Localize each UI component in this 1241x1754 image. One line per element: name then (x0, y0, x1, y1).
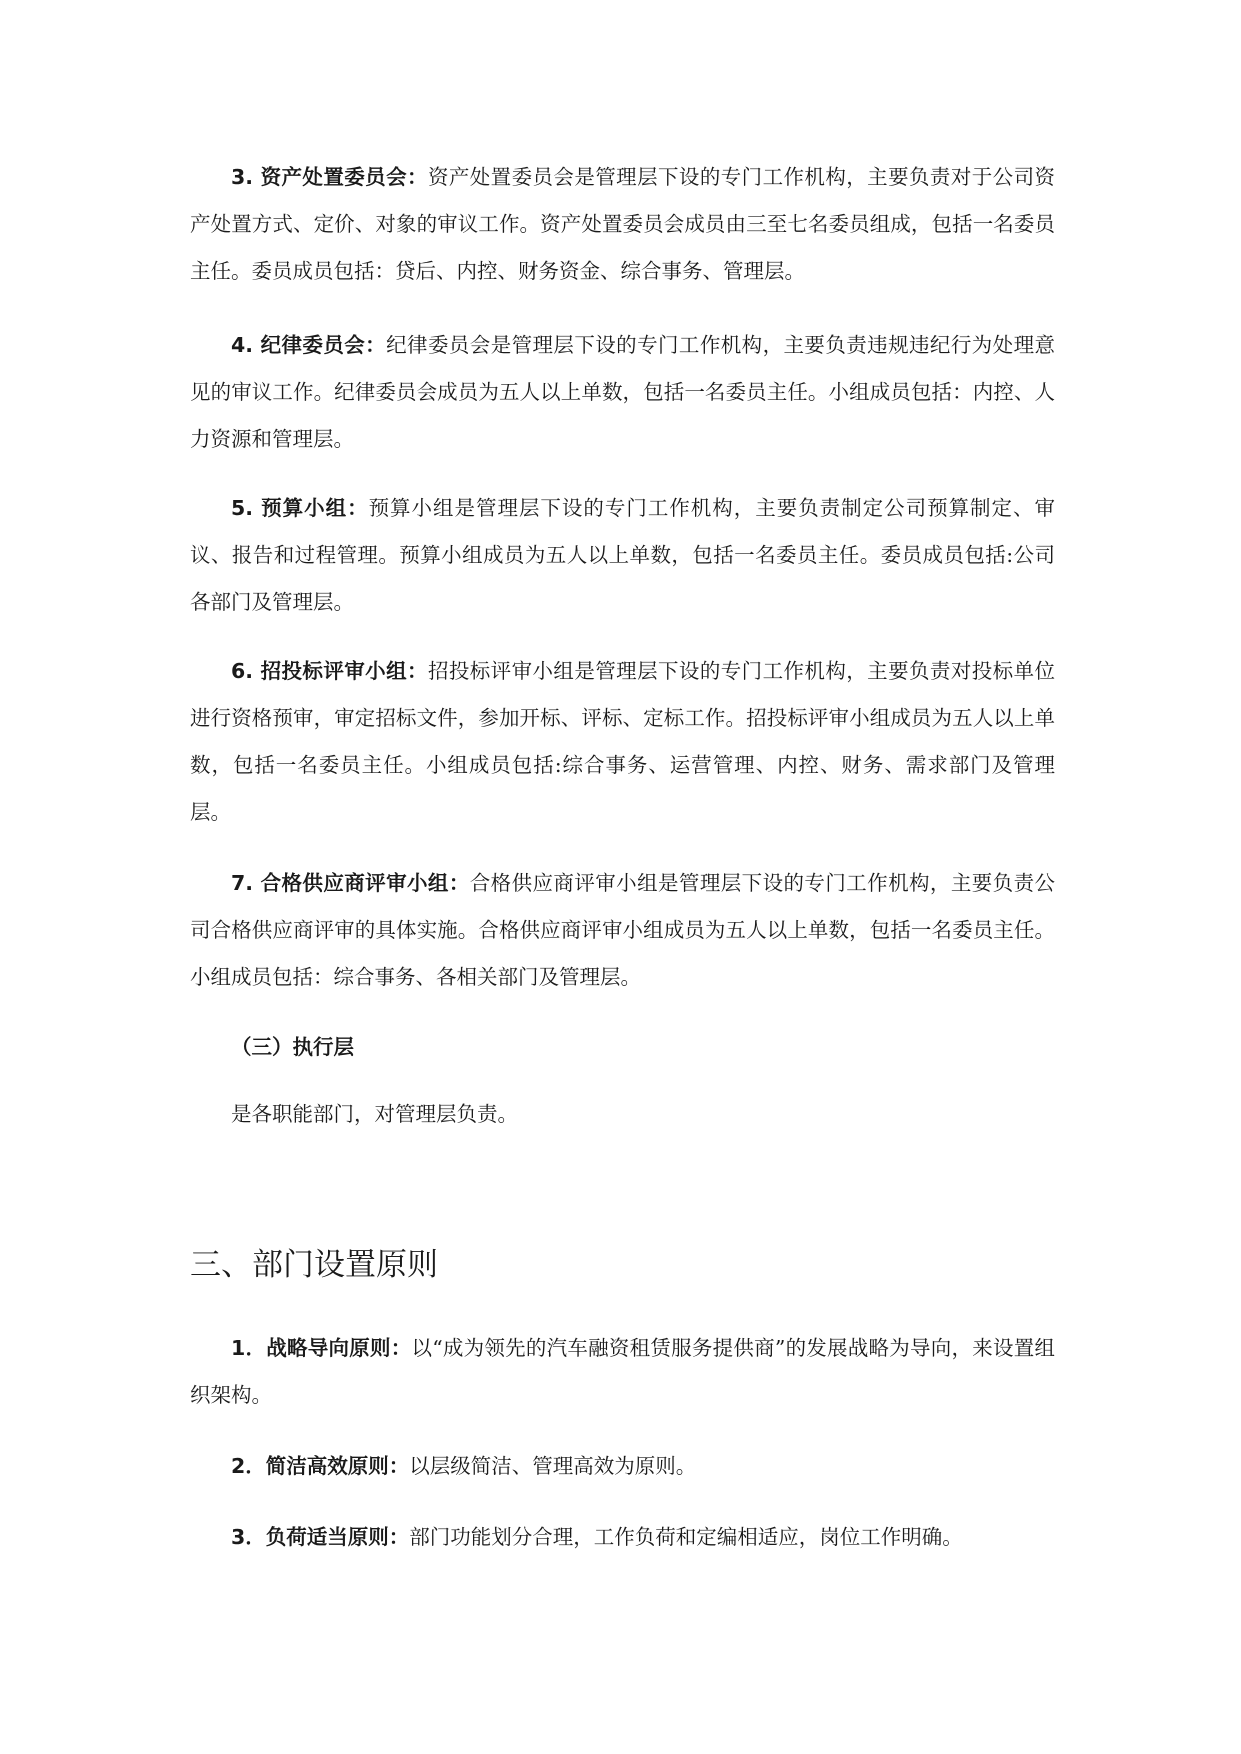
committee-title: 4. 纪律委员会： (231, 333, 387, 357)
principle-title: 3．负荷适当原则： (231, 1525, 410, 1549)
committee-title: 7. 合格供应商评审小组： (231, 871, 470, 895)
principle-title: 1．战略导向原则： (231, 1336, 412, 1360)
principle-description: 以层级简洁、管理高效为原则。 (409, 1454, 697, 1478)
execution-layer-heading: （三）执行层 (231, 1035, 354, 1059)
committee-title: 5. 预算小组： (231, 496, 369, 520)
principle-strategy (190, 1325, 1055, 1419)
committee-title: 3. 资产处置委员会： (231, 165, 428, 189)
committee-description: 预算小组是管理层下设的专门工作机构，主要负责制定公司预算制定、审议、报告和过程管理。预算小组成员为五人以上单数，包括一名委员主任。委员成员包括:公司各部门及管理层。 (190, 496, 1055, 614)
committee-budget (190, 485, 1055, 626)
committee-description: 合格供应商评审小组是管理层下设的专门工作机构，主要负责公司合格供应商评审的具体实施。合格供应商评审小组成员为五人以上单数，包括一名委员主任。小组成员包括：综合事务、各相关部门及管理层。 (190, 871, 1055, 989)
principle-description: 以“成为领先的汽车融资租赁服务提供商”的发展战略为导向，来设置组织架构。 (190, 1336, 1055, 1407)
principle-description: 部门功能划分合理，工作负荷和定编相适应，岗位工作明确。 (409, 1525, 963, 1549)
section-heading: 三、部门设置原则 (190, 1247, 438, 1283)
committee-description: 纪律委员会是管理层下设的专门工作机构，主要负责违规违纪行为处理意见的审议工作。纪律委员会成员为五人以上单数，包括一名委员主任。小组成员包括：内控、人力资源和管理层。 (190, 333, 1055, 451)
committee-description: 招投标评审小组是管理层下设的专门工作机构，主要负责对投标单位进行资格预审，审定招标文件，参加开标、评标、定标工作。招投标评审小组成员为五人以上单数，包括一名委员主任。小组成员包括:综合事务、运营管理、内控、财务、需求部门及管理层。 (190, 659, 1055, 824)
committee-description: 资产处置委员会是管理层下设的专门工作机构，主要负责对于公司资产处置方式、定价、对象的审议工作。资产处置委员会成员由三至七名委员组成，包括一名委员主任。委员成员包括：贷后、内控、财务资金、综合事务、管理层。 (190, 165, 1055, 283)
principle-workload (190, 1514, 1055, 1561)
execution-layer-text: 是各职能部门，对管理层负责。 (231, 1102, 518, 1126)
committee-discipline (190, 322, 1055, 463)
committee-asset-disposal (190, 154, 1055, 295)
committee-bidding-review (190, 648, 1055, 836)
committee-supplier-review (190, 860, 1055, 1001)
principle-title: 2．简洁高效原则： (231, 1454, 410, 1478)
principle-efficiency (190, 1443, 1055, 1490)
committee-title: 6. 招投标评审小组： (231, 659, 428, 683)
